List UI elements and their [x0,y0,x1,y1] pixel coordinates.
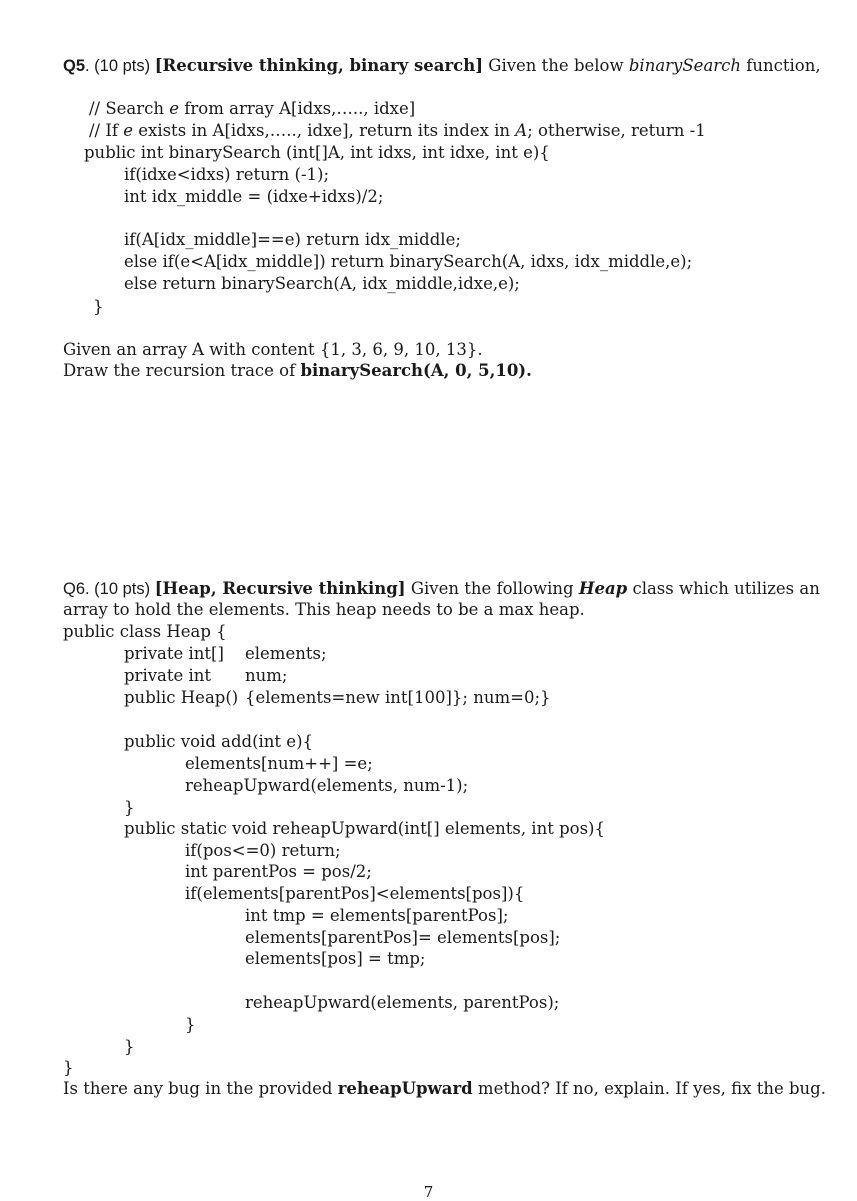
q5-code-close: } [93,297,104,316]
q5-code-line: if(A[idx_middle]==e) return idx_middle; [124,230,461,249]
q6-intro-class: Heap [578,579,628,598]
q6-code-line: if(elements[parentPos]<elements[pos]){ [185,884,525,903]
q6-code-line: public void add(int e){ [124,732,314,751]
q6-code-field-name: elements; [245,644,327,663]
q5-code-line: if(idxe<idxs) return (-1); [124,165,330,184]
q6-code-line: } [185,1015,196,1034]
q6-code-line: elements[parentPos]= elements[pos]; [245,928,561,947]
q6-code-class: public class Heap { [63,622,227,641]
q6-intro-a: Given the following [405,579,579,598]
q6-code-line: if(pos<=0) return; [185,841,341,860]
q6-code-field: private int[] [124,644,224,663]
q6-topic: [Heap, Recursive thinking] [154,579,406,598]
q6-code-field: private int [124,666,212,685]
q5-intro-fn: binarySearch [628,56,742,75]
q6-intro-b: class which utilizes an [627,579,820,598]
q5-intro-a: Given the below [483,56,629,75]
q6-label: Q6. (10 pts) [63,580,155,598]
q5-code-line: else if(e<A[idx_middle]) return binarySearch(A, idxs, idx_middle,e); [124,252,693,271]
q6-code-line: public static void reheapUpward(int[] elements, int pos){ [124,819,605,838]
q6-intro-line2: array to hold the elements. This heap needs to be a max heap. [63,600,585,619]
q5-code-line: else return binarySearch(A, idx_middle,idxe,e); [124,274,520,293]
q5-points: . (10 pts) [85,57,155,75]
q5-label: Q5 [63,57,86,75]
q5-code-signature: public int binarySearch (int[]A, int idxs, int idxe, int e){ [84,143,550,162]
q5-given: Given an array A with content {1, 3, 6, 9, 10, 13}. [63,340,483,359]
page-number: 7 [423,1183,434,1201]
q6-question: Is there any bug in the provided reheapUpward method? If no, explain. If yes, fix the bug. [63,1079,826,1098]
q6-code-ctor-body: {elements=new int[100]}; num=0;} [245,688,551,707]
q6-code-field-name: num; [245,666,288,685]
q5-comment-1: // Search e from array A[idxs,….., idxe] [89,99,416,118]
q6-code-line: reheapUpward(elements, num-1); [185,776,469,795]
q5-task: Draw the recursion trace of binarySearch(A, 0, 5,10). [63,361,532,380]
q6-code-line: int parentPos = pos/2; [185,862,372,881]
q5-comment-2: // If e exists in A[idxs,….., idxe], return its index in A; otherwise, return -1 [89,121,706,140]
q6-code-line: reheapUpward(elements, parentPos); [245,993,560,1012]
q6-code-line: elements[num++] =e; [185,754,373,773]
q5-heading [63,56,821,76]
q5-code-line: int idx_middle = (idxe+idxs)/2; [124,187,384,206]
q6-code-ctor: public Heap() [124,688,239,707]
q6-code-line: } [63,1058,74,1077]
q5-intro-b: function, [741,56,821,75]
q6-heading [63,579,820,599]
q6-code-line: } [124,1037,135,1056]
q5-topic: [Recursive thinking, binary search] [154,56,484,75]
q6-code-line: int tmp = elements[parentPos]; [245,906,509,925]
q6-code-line: } [124,798,135,817]
q6-code-line: elements[pos] = tmp; [245,949,426,968]
